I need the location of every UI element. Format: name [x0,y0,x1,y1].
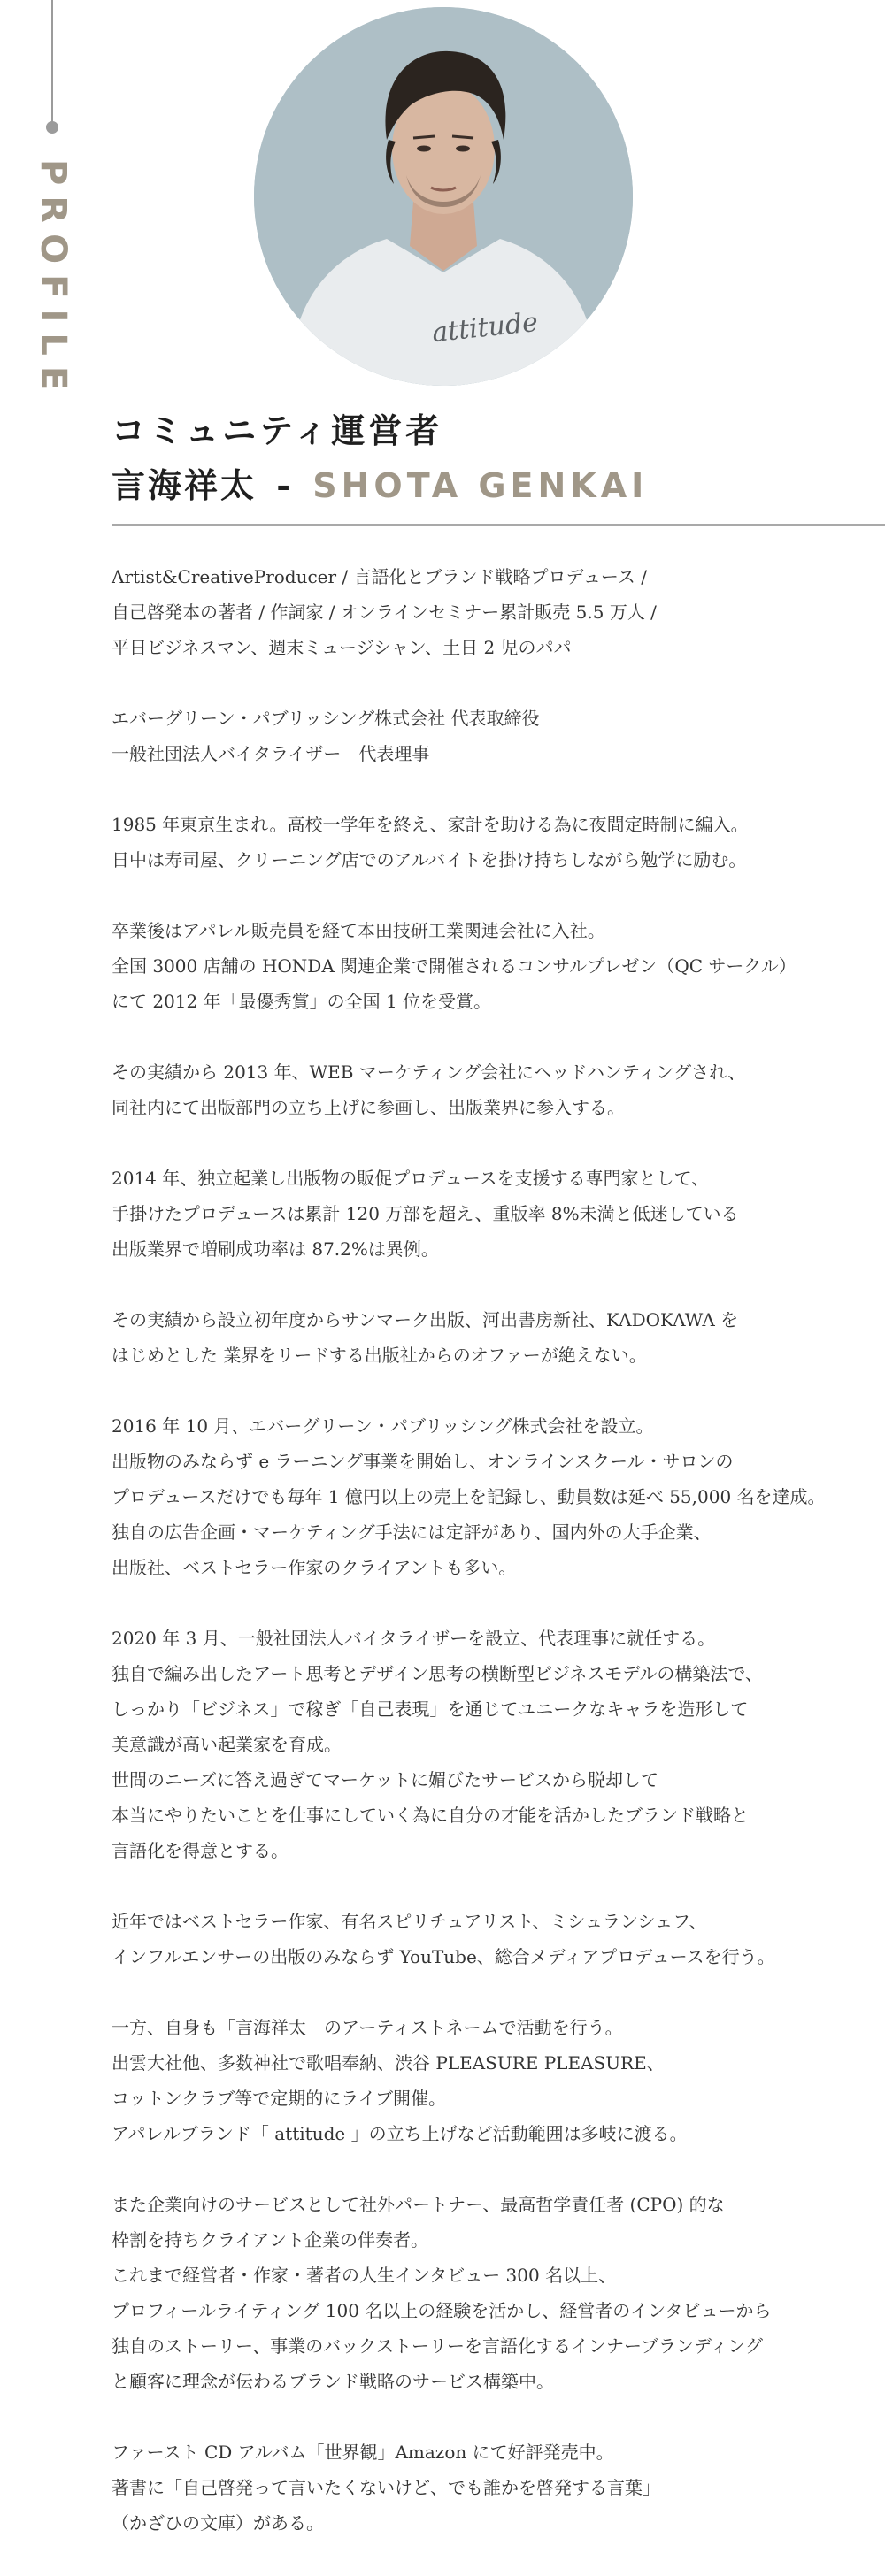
title-divider [112,524,885,526]
bio-line: 美意識が高い起業家を育成。 [112,1734,342,1755]
bio-line: プロデュースだけでも毎年 1 億円以上の売上を記録し、動員数は延べ 55,000 名を達成。 [112,1486,826,1507]
bio-line: 一般社団法人バイタライザー 代表理事 [112,743,430,764]
bio-line: その実績から設立初年度からサンマーク出版、河出書房新社、KADOKAWA を [112,1309,739,1330]
bio-paragraph [112,2434,881,2541]
bio-paragraph [112,701,881,771]
bio-line: 全国 3000 店舗の HONDA 関連企業で開催されるコンサルプレゼン（QC サークル） [112,955,796,977]
bio-line: 近年ではベストセラー作家、有名スピリチュアリスト、ミシュランシェフ、 [112,1911,707,1932]
bio-line: アパレルブランド「 attitude 」の立ち上げなど活動範囲は多岐に渡る。 [112,2123,688,2144]
bio-line: 独自の広告企画・マーケティング手法には定評があり、国内外の大手企業、 [112,1522,712,1543]
bio-line: エバーグリーン・パブリッシング株式会社 代表取締役 [112,708,540,729]
bio-line: 枠割を持ちクライアント企業の伴奏者。 [112,2229,428,2250]
bio-line: にて 2012 年「最優秀賞」の全国 1 位を受賞。 [112,991,492,1012]
bio-line: 出版業界で増刷成功率は 87.2%は異例。 [112,1238,439,1260]
bio-line: インフルエンサーの出版のみならず YouTube、総合メディアプロデュースを行う。 [112,1946,775,1967]
bio-line: コットンクラブ等で定期的にライブ開催。 [112,2088,446,2109]
title-role: コミュニティ運営者 [112,410,443,450]
bio-line: 出版社、ベストセラー作家のクライアントも多い。 [112,1557,517,1578]
bio-line: また企業向けのサービスとして社外パートナー、最高哲学責任者 (CPO) 的な [112,2194,725,2215]
bio-paragraph [112,1621,881,1868]
bio-line: 独自で編み出したアート思考とデザイン思考の横断型ビジネスモデルの構築法で、 [112,1663,763,1684]
bio-line: はじめとした 業界をリードする出版社からのオファーが絶えない。 [112,1345,647,1366]
bio-line: 2020 年 3 月、一般社団法人バイタライザーを設立、代表理事に就任する。 [112,1628,716,1649]
side-label-text: PROFILE [33,159,73,402]
name-romaji: SHOTA GENKAI [312,466,649,505]
bio-line: ファースト CD アルバム「世界観」Amazon にて好評発売中。 [112,2442,614,2463]
bio-line: 世間のニーズに答え過ぎてマーケットに媚びたサービスから脱却して [112,1769,658,1790]
shirt-text: attitude [430,306,540,349]
bio-line: その実績から 2013 年、WEB マーケティング会社にヘッドハンティングされ、 [112,1062,746,1083]
bio-line: 平日ビジネスマン、週末ミュージシャン、土日 2 児のパパ [112,637,572,658]
bio-text [112,559,881,2576]
bio-paragraph [112,1408,881,1585]
bio-paragraph [112,807,881,878]
bio-line: 出版物のみならず e ラーニング事業を開始し、オンラインスクール・サロンの [112,1451,734,1472]
bio-line: 一方、自身も「言海祥太」のアーティストネームで活動を行う。 [112,2017,623,2038]
bio-line: 独自のストーリー、事業のバックストーリーを言語化するインナーブランディング [112,2335,763,2357]
avatar [254,7,633,386]
bio-paragraph [112,913,881,1019]
name-jp: 言海祥太 [112,465,258,505]
bio-line: 日中は寿司屋、クリーニング店でのアルバイトを掛け持ちしながら勉学に励む。 [112,849,747,870]
name-separator: - [276,465,294,505]
bio-line: 卒業後はアパレル販売員を経て本田技研工業関連会社に入社。 [112,920,605,941]
bio-line: と顧客に理念が伝わるブランド戦略のサービス構築中。 [112,2371,554,2392]
bio-line: 2016 年 10 月、エバーグリーン・パブリッシング株式会社を設立。 [112,1415,654,1437]
bio-line: 2014 年、独立起業し出版物の販促プロデュースを支援する専門家として、 [112,1168,710,1189]
bio-line: 出雲大社他、多数神社で歌唱奉納、渋谷 PLEASURE PLEASURE、 [112,2052,665,2074]
bio-line: 言語化を得意とする。 [112,1840,289,1861]
bio-line: これまで経営者・作家・著者の人生インタビュー 300 名以上、 [112,2265,617,2286]
bio-paragraph [112,1302,881,1373]
side-line [51,0,53,124]
bio-line: しっかり「ビジネス」で稼ぎ「自己表現」を通じてユニークなキャラを造形して [112,1698,749,1720]
side-label [27,159,80,402]
bio-paragraph [112,1054,881,1125]
side-dot [46,121,58,134]
bio-paragraph [112,559,881,665]
bio-paragraph [112,2187,881,2399]
bio-line: 本当にやりたいことを仕事にしていく為に自分の才能を活かしたブランド戦略と [112,1805,749,1826]
bio-line: プロフィールライティング 100 名以上の経験を活かし、経営者のインタビューから [112,2300,772,2321]
bio-line: （かざひの文庫）がある。 [112,2512,324,2534]
bio-paragraph [112,2010,881,2151]
bio-line: 手掛けたプロデュースは累計 120 万部を超え、重版率 8%未満と低迷している [112,1203,739,1224]
bio-line: 著書に「自己啓発って言いたくないけど、でも誰かを啓発する言葉」 [112,2477,660,2498]
bio-line: 1985 年東京生まれ。高校一学年を終え、家計を助ける為に夜間定時制に編入。 [112,814,749,835]
bio-line: 同社内にて出版部門の立ち上げに参画し、出版業界に参入する。 [112,1097,625,1118]
portrait-illustration [254,7,633,386]
title-name [112,458,648,507]
bio-line: Artist&CreativeProducer / 言語化とブランド戦略プロデュース / [112,566,648,587]
bio-paragraph [112,1904,881,1974]
bio-paragraph [112,1161,881,1267]
bio-line: 自己啓発本の著者 / 作詞家 / オンラインセミナー累計販売 5.5 万人 / [112,602,657,623]
